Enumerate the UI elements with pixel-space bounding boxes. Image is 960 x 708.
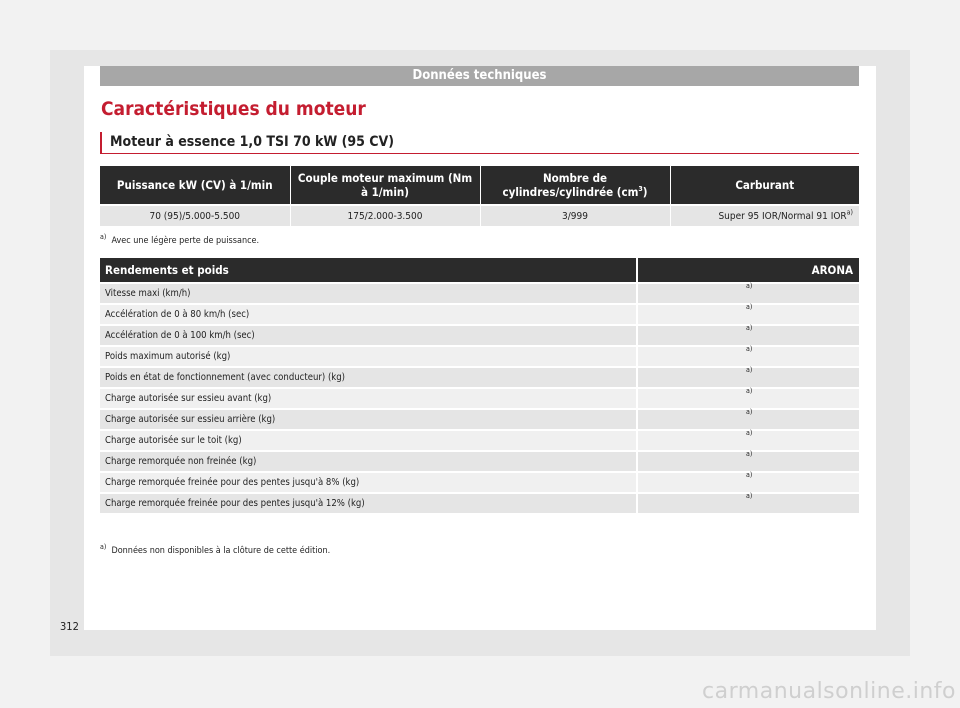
value-sup: a)	[746, 386, 753, 395]
subtitle-bar	[100, 132, 859, 154]
footnote-mark: a)	[100, 233, 107, 241]
row-label: Poids maximum autorisé (kg)	[100, 346, 637, 367]
footnote-mark: a)	[100, 543, 107, 551]
table-row	[100, 325, 859, 346]
row-label: Charge autorisée sur le toit (kg)	[100, 430, 637, 451]
row-label: Accélération de 0 à 80 km/h (sec)	[100, 304, 637, 325]
table-row	[100, 346, 859, 367]
header-performance: Rendements et poids	[100, 258, 637, 283]
header-cylinders-sup: 3	[638, 185, 643, 194]
row-label: Vitesse maxi (km/h)	[100, 283, 637, 304]
cell-fuel-text: Super 95 IOR/Normal 91 IOR	[718, 210, 847, 222]
performance-weights-table	[100, 258, 859, 513]
value-sup: a)	[746, 281, 753, 290]
footnote-unavailable	[100, 543, 331, 556]
row-value	[637, 325, 859, 346]
value-sup: a)	[746, 449, 753, 458]
cell-torque: 175/2.000-3.500	[290, 205, 480, 226]
header-cylinders-end: )	[642, 185, 648, 199]
table-row	[100, 409, 859, 430]
table-row	[100, 493, 859, 513]
header-fuel: Carburant	[670, 166, 859, 205]
table-row	[100, 430, 859, 451]
row-label: Poids en état de fonctionnement (avec conducteur) (kg)	[100, 367, 637, 388]
table-row	[100, 304, 859, 325]
row-label: Charge autorisée sur essieu arrière (kg)	[100, 409, 637, 430]
value-sup: a)	[746, 323, 753, 332]
row-value	[637, 451, 859, 472]
cell-fuel	[670, 205, 859, 226]
row-label: Charge remorquée freinée pour des pentes jusqu'à 8% (kg)	[100, 472, 637, 493]
watermark-text: carmanualsonline.info	[702, 679, 956, 704]
header-cylinders	[480, 166, 670, 205]
page-number: 312	[60, 620, 79, 633]
row-value	[637, 409, 859, 430]
row-label: Accélération de 0 à 100 km/h (sec)	[100, 325, 637, 346]
table-row	[100, 472, 859, 493]
value-sup: a)	[746, 344, 753, 353]
table-row	[100, 205, 859, 226]
table-row	[100, 388, 859, 409]
footnote-text: Avec une légère perte de puissance.	[111, 236, 260, 246]
row-value	[637, 346, 859, 367]
row-value	[637, 283, 859, 304]
engine-subtitle: Moteur à essence 1,0 TSI 70 kW (95 CV)	[110, 134, 395, 150]
row-value	[637, 472, 859, 493]
row-value	[637, 388, 859, 409]
cell-fuel-sup: a)	[846, 208, 853, 217]
value-sup: a)	[746, 470, 753, 479]
row-value	[637, 430, 859, 451]
chapter-header-band: Données techniques	[100, 66, 859, 86]
value-sup: a)	[746, 302, 753, 311]
header-torque: Couple moteur maximum (Nm à 1/min)	[290, 166, 480, 205]
value-sup: a)	[746, 491, 753, 500]
row-label: Charge remorquée non freinée (kg)	[100, 451, 637, 472]
value-sup: a)	[746, 407, 753, 416]
row-label: Charge autorisée sur essieu avant (kg)	[100, 388, 637, 409]
row-value	[637, 304, 859, 325]
row-value	[637, 367, 859, 388]
table-row	[100, 451, 859, 472]
footnote-power	[100, 233, 260, 246]
header-power: Puissance kW (CV) à 1/min	[100, 166, 290, 205]
cell-power: 70 (95)/5.000-5.500	[100, 205, 290, 226]
row-label: Charge remorquée freinée pour des pentes jusqu'à 12% (kg)	[100, 493, 637, 513]
cell-cylinders: 3/999	[480, 205, 670, 226]
footnote-text: Données non disponibles à la clôture de cette édition.	[111, 546, 331, 556]
value-sup: a)	[746, 365, 753, 374]
header-cylinders-text: Nombre de cylindres/cylindrée (cm	[502, 171, 639, 199]
value-sup: a)	[746, 428, 753, 437]
row-value	[637, 493, 859, 513]
engine-spec-table	[100, 166, 859, 226]
header-model: ARONA	[637, 258, 859, 283]
table-row	[100, 367, 859, 388]
section-title: Caractéristiques du moteur	[101, 98, 366, 120]
table-row	[100, 283, 859, 304]
